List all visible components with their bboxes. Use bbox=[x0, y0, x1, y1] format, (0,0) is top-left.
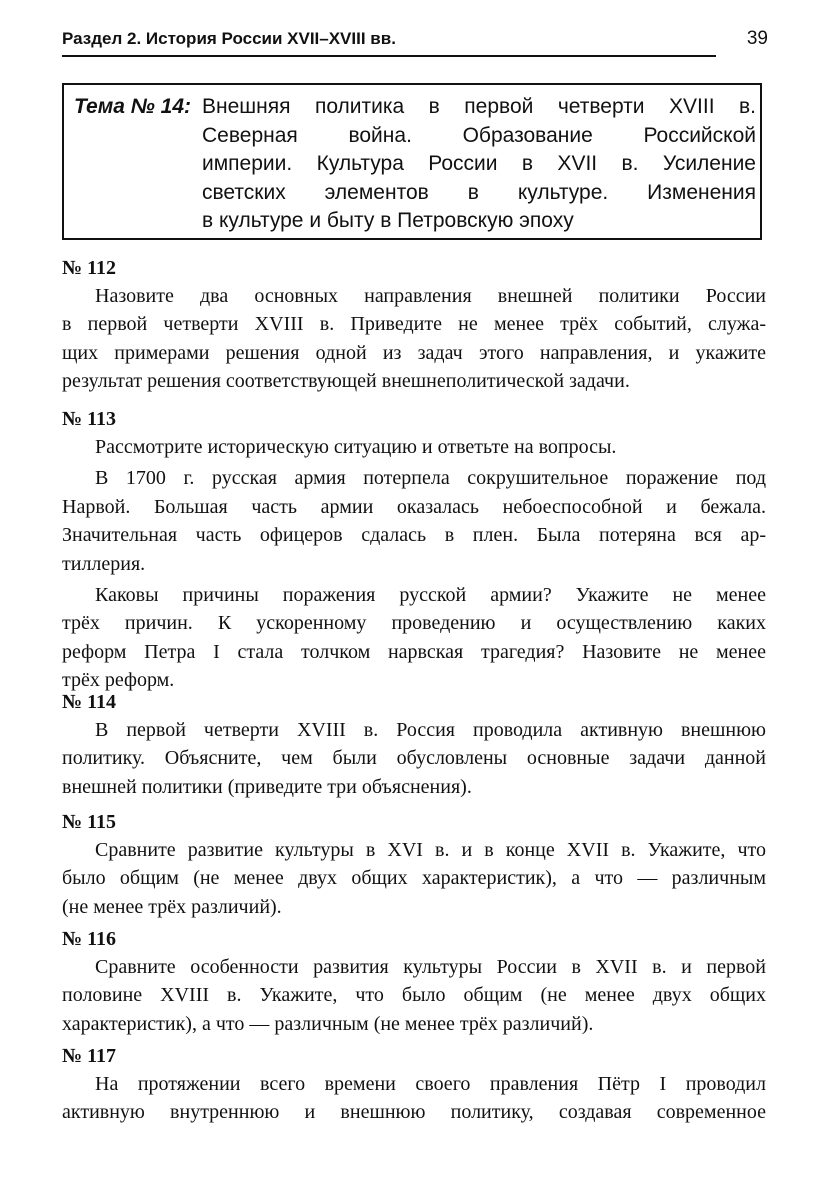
text-line: (не менее трёх различий). bbox=[62, 895, 282, 918]
text-line: половине XVIII в. Укажите, что было общим (не менее двух общих bbox=[62, 984, 766, 1007]
page-number: 39 bbox=[746, 28, 768, 49]
task-number: № 114 bbox=[62, 691, 116, 713]
text-line: в первой четверти XVIII в. Приведите не менее трёх событий, служа- bbox=[62, 313, 766, 336]
text-line: Сравните развитие культуры в XVI в. и в конце XVII в. Укажите, что bbox=[95, 839, 766, 861]
task-number: № 115 bbox=[62, 811, 116, 833]
text-line: Значительная часть офицеров сдалась в плен. Была потеряна вся ар- bbox=[62, 524, 766, 547]
text-line: активную внутреннюю и внешнюю политику, создавая современное bbox=[62, 1101, 766, 1124]
task-number: № 112 bbox=[62, 257, 116, 279]
task-117 bbox=[62, 1042, 766, 1127]
section-title: Раздел 2. История России XVII–XVIII вв. bbox=[62, 29, 396, 48]
text-line: Назовите два основных направления внешней политики России bbox=[95, 285, 766, 307]
topic-box bbox=[62, 83, 762, 240]
text-line: Сравните особенности развития культуры России в XVII в. и первой bbox=[95, 956, 766, 978]
task-115 bbox=[62, 808, 766, 921]
text-line: На протяжении всего времени своего правления Пётр I проводил bbox=[95, 1073, 766, 1095]
task-text bbox=[62, 836, 766, 921]
text-line: Нарвой. Большая часть армии оказалась небоеспособной и бежала. bbox=[62, 495, 766, 518]
text-line: тиллерия. bbox=[62, 552, 146, 575]
task-116 bbox=[62, 925, 766, 1038]
topic-line: Северная война. Образование Российской bbox=[202, 123, 756, 147]
task-112 bbox=[62, 254, 766, 396]
task-text bbox=[62, 1070, 766, 1127]
header-rule bbox=[62, 55, 716, 57]
topic-line: Внешняя политика в первой четверти XVIII в. bbox=[202, 95, 756, 118]
running-header bbox=[62, 26, 768, 52]
text-line: Рассмотрите историческую ситуацию и ответьте на вопросы. bbox=[95, 436, 617, 458]
task-number: № 116 bbox=[62, 928, 116, 950]
text-line: В первой четверти XVIII в. Россия проводила активную внешнюю bbox=[95, 719, 766, 741]
task-text bbox=[62, 953, 766, 1038]
text-line: трёх причин. К ускоренному проведению и осуществлению каких bbox=[62, 612, 766, 635]
text-line: реформ Петра I стала толчком нарвская трагедия? Назовите не менее bbox=[62, 640, 766, 663]
task-number: № 113 bbox=[62, 408, 116, 430]
task-text bbox=[62, 282, 766, 396]
text-line: трёх реформ. bbox=[62, 669, 175, 692]
text-line: В 1700 г. русская армия потерпела сокрушительное поражение под bbox=[95, 467, 766, 490]
task-number: № 117 bbox=[62, 1045, 116, 1067]
task-text bbox=[62, 433, 766, 695]
task-text bbox=[62, 716, 766, 801]
text-line: политику. Объясните, чем были обусловлены основные задачи данной bbox=[62, 747, 766, 770]
text-line: результат решения соответствующей внешнеполитической задачи. bbox=[62, 370, 630, 393]
text-line: было общим (не менее двух общих характеристик), а что — различным bbox=[62, 867, 766, 890]
topic-line: светских элементов в культуре. Изменения bbox=[202, 180, 756, 204]
task-114 bbox=[62, 688, 766, 801]
task-113 bbox=[62, 405, 766, 695]
text-line: щих примерами решения одной из задач этого направления, и укажите bbox=[62, 341, 766, 364]
text-line: внешней политики (приведите три объяснения). bbox=[62, 775, 472, 798]
topic-label: Тема № 14: bbox=[74, 95, 192, 118]
text-line: Каковы причины поражения русской армии? Укажите не менее bbox=[95, 583, 766, 606]
text-line: характеристик), а что — различным (не менее трёх различий). bbox=[62, 1012, 594, 1035]
topic-title bbox=[202, 93, 756, 236]
topic-line: империи. Культура России в XVII в. Усиление bbox=[202, 152, 756, 175]
topic-line: в культуре и быту в Петровскую эпоху bbox=[202, 209, 574, 232]
